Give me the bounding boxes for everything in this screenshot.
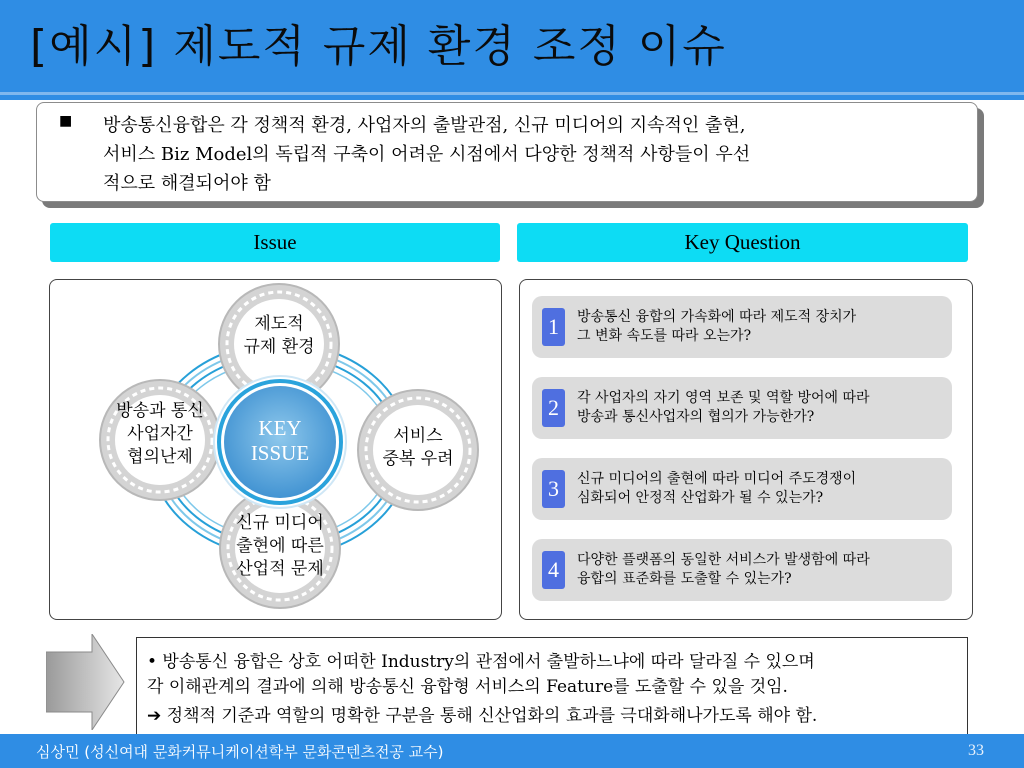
key-question-header: Key Question	[517, 223, 968, 262]
key-issue-label: KEY ISSUE	[250, 416, 310, 465]
conclusion-box	[136, 637, 968, 736]
conclusion-line: • 방송통신 융합은 상호 어떠한 Industry의 관점에서 출발하느냐에 따라 달라질 수 있으며	[147, 652, 815, 672]
issue-panel	[49, 279, 502, 620]
question-text: 신규 미디어의 출현에 따라 미디어 주도경쟁이 심화되어 안정적 산업화가 될 수 있는가?	[577, 471, 857, 506]
arrow-right-icon	[46, 634, 126, 730]
summary-line: 서비스 Biz Model의 독립적 구축이 어려운 시점에서 다양한 정책적 사항들이 우선	[103, 144, 751, 165]
question-item-4	[532, 539, 952, 601]
question-text: 다양한 플랫폼의 동일한 서비스가 발생함에 따라 융합의 표준화를 도출할 수 있는가?	[577, 552, 870, 587]
node-top-label: 제도적 규제 환경	[243, 314, 315, 357]
header-rule	[0, 92, 1024, 95]
summary-line: 적으로 해결되어야 함	[103, 173, 271, 194]
page-number: 33	[968, 742, 984, 759]
header-bar	[0, 0, 1024, 100]
node-right-label: 서비스 중복 우려	[382, 426, 454, 469]
summary-line: 방송통신융합은 각 정책적 환경, 사업자의 출발관점, 신규 미디어의 지속적인 출현,	[103, 115, 746, 136]
footer-bar	[0, 734, 1024, 768]
conclusion-line: 각 이해관계의 결과에 의해 방송통신 융합형 서비스의 Feature를 도출할 수 있을 것임.	[147, 677, 788, 697]
key-question-panel	[519, 279, 973, 620]
summary-bullet: ■	[59, 113, 73, 129]
question-item-1	[532, 296, 952, 358]
question-text: 방송통신 융합의 가속화에 따라 제도적 장치가 그 변화 속도를 따라 오는가?	[577, 309, 857, 344]
question-number: 2	[542, 389, 565, 427]
node-bottom-label: 신규 미디어 출현에 따른 산업적 문제	[236, 513, 324, 579]
question-item-2	[532, 377, 952, 439]
summary-box	[36, 102, 978, 202]
conclusion-line: ➔ 정책적 기준과 역할의 명확한 구분을 통해 신산업화의 효과를 극대화해나가도록 해야 함.	[147, 706, 818, 726]
question-number: 3	[542, 470, 565, 508]
issue-header: Issue	[50, 223, 500, 262]
slide-title: [예시] 제도적 규제 환경 조정 이슈	[30, 21, 727, 72]
question-item-3	[532, 458, 952, 520]
conclusion-arrow	[46, 634, 126, 730]
question-number: 4	[542, 551, 565, 589]
footer-credit: 심상민 (성신여대 문화커뮤니케이션학부 문화콘텐츠전공 교수)	[36, 743, 444, 761]
question-text: 각 사업자의 자기 영역 보존 및 역할 방어에 따라 방송과 통신사업자의 협의가 가능한가?	[577, 390, 870, 425]
question-number: 1	[542, 308, 565, 346]
node-left-label: 방송과 통신 사업자간 협의난제	[116, 401, 204, 467]
summary-text	[103, 111, 973, 198]
